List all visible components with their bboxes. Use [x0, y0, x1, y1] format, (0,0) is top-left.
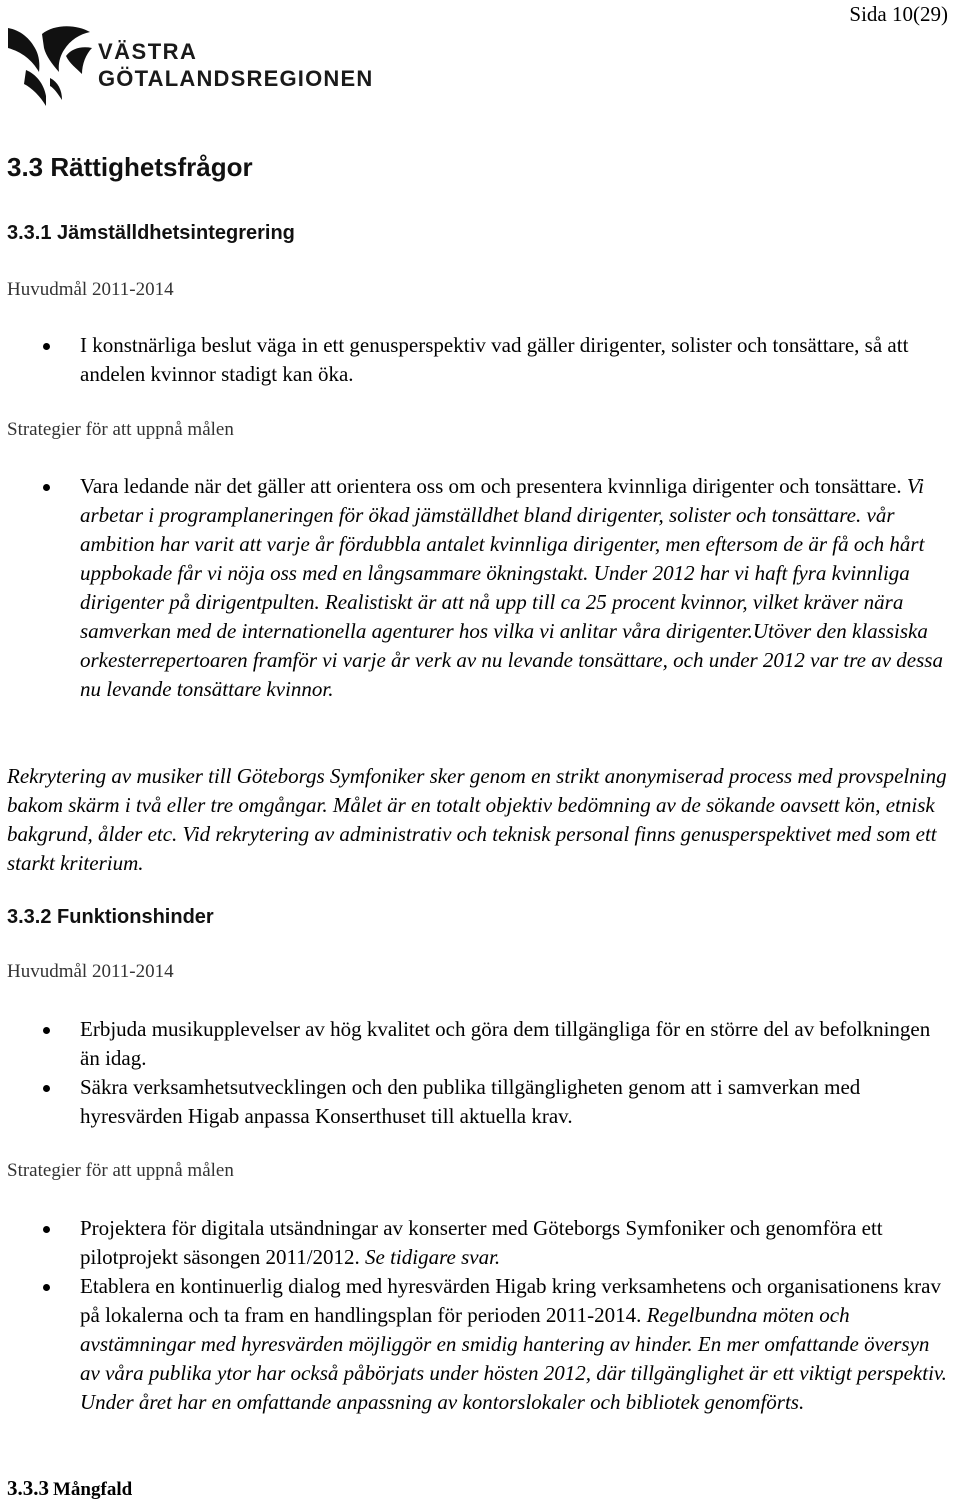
list-item	[0, 472, 952, 704]
strategy-commentary: Vi arbetar i programplaneringen för ökad jämställdhet bland dirigenter, solister och tonsättare. vår ambition har varit att varje år fördubbla antalet kvinnliga dirigenter, men eftersom de är få och hårt uppbokade får vi nöja oss med en långsammare ökningstakt. Under 2012 har vi haft fyra kvinnliga dirigenter på dirigentpulten. Realistiskt är att nå upp till ca 25 procent kvinnor, vilket kräver nära samverkan med de internationella agenturer hos vilka vi anlitar våra dirigenter.Utöver den klassiska orkesterrepertoaren framför vi varje år verk av nu levande tonsättare, och under 2012 var tre av dessa nu levande tonsättare kvinnor.	[80, 474, 943, 701]
bullet-icon	[43, 1284, 50, 1291]
list-item	[0, 1272, 952, 1417]
recruitment-paragraph: Rekrytering av musiker till Göteborgs Symfoniker sker genom en strikt anonymiserad process med provspelning bakom skärm i två eller tre omgångar. Målet är en totalt objektiv bedömning av de sökande oavsett kön, etnisk bakgrund, ålder etc. Vid rekrytering av administrativ och teknisk personal finns genusperspektivet med som ett starkt kriterium.	[7, 764, 947, 875]
list-item	[0, 1214, 952, 1272]
bullet-icon	[43, 1027, 50, 1034]
goal-text: Säkra verksamhetsutvecklingen och den publika tillgängligheten genom att i samverkan med hyresvärden Higab anpassa Konserthuset till aktuella krav.	[80, 1075, 861, 1128]
goal-text: Erbjuda musikupplevelser av hög kvalitet och göra dem tillgängliga för en större del av befolkningen än idag.	[80, 1017, 931, 1070]
section-3-3-3-heading	[7, 1476, 952, 1501]
strategy-label-1: Strategier för att uppnå målen	[7, 419, 234, 440]
logo-line-1: VÄSTRA	[98, 39, 198, 64]
page-number: Sida 10(29)	[849, 2, 948, 26]
list-item	[0, 1073, 952, 1131]
bullet-icon	[43, 1226, 50, 1233]
vastra-gotalandsregionen-logo	[6, 26, 386, 108]
region-emblem-icon	[6, 26, 96, 108]
goal-list-2	[0, 1015, 952, 1131]
strategy-label-2: Strategier för att uppnå målen	[7, 1160, 234, 1181]
bullet-icon	[43, 1085, 50, 1092]
strategy-text: Vara ledande när det gäller att orientera oss om och presentera kvinnliga dirigenter och tonsättare.	[80, 474, 902, 498]
section-title: Mångfald	[53, 1479, 133, 1500]
goal-label-1: Huvudmål 2011-2014	[7, 279, 174, 300]
strategy-list-1	[0, 472, 952, 704]
strategy-text: Etablera en kontinuerlig dialog med hyresvärden Higab kring verksamhetens och organisationens krav på lokalerna och ta fram en handlingsplan för perioden 2011-2014.	[80, 1274, 941, 1327]
goal-text: I konstnärliga beslut väga in ett genusperspektiv vad gäller dirigenter, solister och tonsättare, så att andelen kvinnor stadigt kan öka.	[80, 333, 909, 386]
list-item	[0, 1015, 952, 1073]
goal-list-1	[0, 331, 952, 389]
section-number: 3.3.3	[7, 1476, 49, 1500]
list-item	[0, 331, 952, 389]
strategy-list-2	[0, 1214, 952, 1417]
logo-line-2: GÖTALANDSREGIONEN	[98, 66, 374, 91]
section-3-3-1-heading: 3.3.1 Jämställdhetsintegrering	[7, 222, 295, 244]
strategy-text: Projektera för digitala utsändningar av konserter med Göteborgs Symfoniker och genomföra ett pilotprojekt säsongen 2011/2012.	[80, 1216, 883, 1269]
bullet-icon	[43, 484, 50, 491]
goal-label-2: Huvudmål 2011-2014	[7, 961, 174, 982]
strategy-commentary: Regelbundna möten och avstämningar med hyresvärden möjliggör en smidig hantering av hinder. En mer omfattande översyn av våra publika ytor har också påbörjats under hösten 2012, där tillgänglighet är ett viktigt perspektiv. Under året har en omfattande anpassning av kontorslokaler och bibliotek genomförts.	[80, 1303, 947, 1414]
section-3-3-heading: 3.3 Rättighetsfrågor	[7, 152, 253, 182]
bullet-icon	[43, 343, 50, 350]
strategy-commentary: Se tidigare svar.	[359, 1245, 501, 1269]
section-3-3-2-heading: 3.3.2 Funktionshinder	[7, 906, 214, 928]
